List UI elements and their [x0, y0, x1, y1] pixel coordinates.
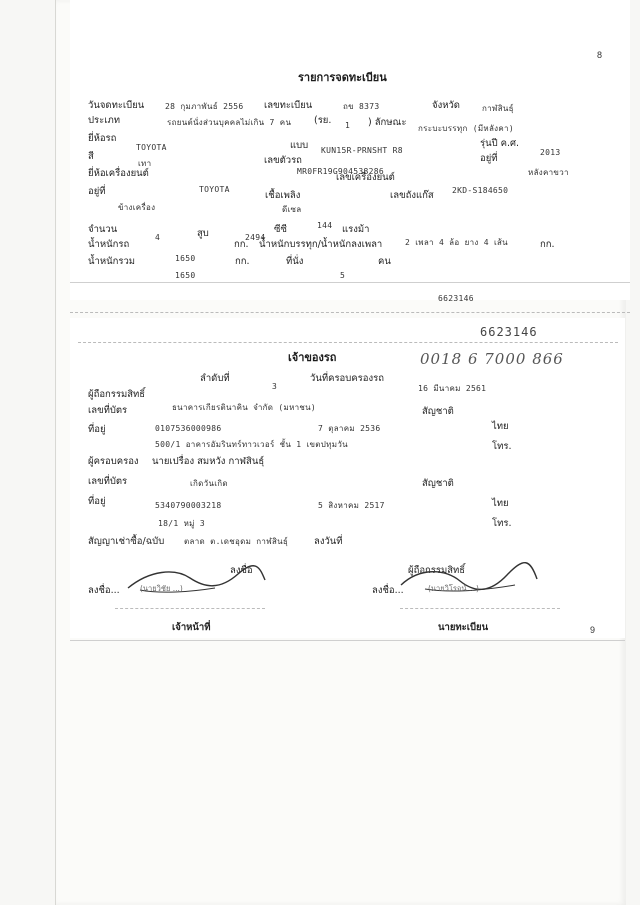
- nation-label: สัญชาติ: [422, 406, 454, 417]
- brand-value: TOYOTA: [136, 143, 167, 152]
- engine-no-value: 2KD-S184650: [452, 186, 509, 195]
- brand-label: ยี่ห้อรถ: [88, 133, 117, 144]
- id-date: 7 ตุลาคม 2536: [318, 424, 381, 433]
- weight-unit: กก.: [234, 239, 249, 250]
- model-value: KUN15R-PRNSHT R8: [321, 146, 403, 155]
- fuel-label: เชื้อเพลิง: [265, 190, 301, 201]
- hp-value: 144: [317, 221, 333, 230]
- serial-number: 6623146: [438, 294, 474, 303]
- year-label: รุ่นปี ค.ศ.: [480, 138, 520, 149]
- owner-address: 500/1 อาคารอัมรินทร์ทาวเวอร์ ชั้น 1 เขตปทุมวัน: [155, 440, 348, 449]
- possession-date: 16 มีนาคม 2561: [418, 384, 487, 393]
- id2-label: เลขที่บัตร: [88, 476, 128, 487]
- cylinders-value: 4: [155, 233, 161, 242]
- province-label: จังหวัด: [432, 100, 460, 111]
- officer-role: เจ้าหน้าที่: [172, 622, 211, 633]
- serial-top: 6623146: [480, 325, 538, 339]
- tel-label: โทร.: [492, 441, 512, 452]
- cc-value: 2494: [245, 233, 266, 242]
- weight-label: น้ำหนักรถ: [88, 239, 130, 250]
- nation2-value: ไทย: [492, 498, 509, 509]
- chassis-value: MR0FR19G904538286: [297, 167, 384, 176]
- divider-line: [70, 282, 630, 283]
- reg-date: 28 กุมภาพันธ์ 2556: [165, 102, 244, 111]
- officer-sign-line: [115, 608, 265, 609]
- weight-value: 1650: [175, 254, 196, 263]
- gross-unit: กก.: [235, 256, 250, 267]
- officer-signature: [120, 560, 270, 600]
- rs-label: (รย.: [314, 115, 332, 126]
- nation-value: ไทย: [492, 421, 509, 432]
- province-value: กาฬสินธุ์: [482, 104, 514, 113]
- style-value: กระบะบรรทุก (มีหลังคา): [418, 124, 514, 133]
- registrar-role: นายทะเบียน: [438, 622, 489, 633]
- owner-sign-label: ผู้ถือกรรมสิทธิ์: [408, 565, 466, 576]
- load-value: 2 เพลา 4 ล้อ ยาง 4 เส้น: [405, 238, 508, 247]
- chassis-label: เลขตัวรถ: [264, 155, 302, 166]
- order-value: 3: [272, 382, 278, 391]
- gross-value: 1650: [175, 271, 196, 280]
- contract-date-label: ลงวันที่: [314, 536, 343, 547]
- cylinders-label: จำนวน: [88, 224, 118, 235]
- model-label: แบบ: [290, 140, 309, 151]
- rs-value: 1: [345, 121, 351, 130]
- sign-label-left: ลงชื่อ...: [88, 585, 120, 596]
- registration-title: รายการจดทะเบียน: [298, 71, 387, 84]
- type-value: รถยนต์นั่งส่วนบุคคลไม่เกิน 7 คน: [167, 118, 292, 127]
- at2-value: ข้างเครื่อง: [118, 203, 156, 212]
- cylinders-unit: สูบ: [197, 228, 209, 239]
- at-value: หลังคาขวา: [528, 168, 569, 177]
- page-number-8: 8: [597, 50, 603, 60]
- nation2-label: สัญชาติ: [422, 478, 454, 489]
- plate-number: ถข 8373: [343, 102, 380, 111]
- holder-name: นายเปรื่อง สมหวัง กาฬสินธุ์: [152, 456, 265, 467]
- seat-label: ที่นั่ง: [286, 256, 304, 267]
- seats-value: 5: [340, 271, 346, 280]
- color-label: สี: [88, 151, 94, 162]
- style-label: ) ลักษณะ: [368, 117, 407, 128]
- page-number-9: 9: [590, 625, 596, 635]
- possession-date-label: วันที่ครอบครองรถ: [310, 373, 384, 384]
- seat-unit: คน: [378, 256, 391, 267]
- year-value: 2013: [540, 148, 561, 157]
- owner-name: ธนาคารเกียรตินาคิน จำกัด (มหาชน): [172, 403, 317, 412]
- engine-brand-value: TOYOTA: [199, 185, 230, 194]
- contract-label: สัญญาเช่าซื้อ/ฉบับ: [88, 536, 165, 547]
- gross-label: น้ำหนักรวม: [88, 256, 136, 267]
- cc-label: ซีซี: [274, 224, 287, 235]
- plate-label: เลขทะเบียน: [264, 100, 313, 111]
- color-value: เทา: [138, 159, 152, 168]
- reg-date-label: วันจดทะเบียน: [88, 100, 145, 111]
- birth-date: 5 สิงหาคม 2517: [318, 501, 385, 510]
- order-label: ลำดับที่: [200, 373, 230, 384]
- perforation-line: [70, 312, 630, 313]
- address-label: ที่อยู่: [88, 424, 106, 435]
- handwritten-number: 0018 6 7000 866: [420, 350, 564, 368]
- registrar-caption: (นายวิโรจน์ ...): [428, 584, 479, 593]
- sign-label-right: ลงชื่อ...: [372, 585, 404, 596]
- hp-label: แรงม้า: [342, 224, 370, 235]
- load-unit: กก.: [540, 239, 555, 250]
- owner-label: ผู้ถือกรรมสิทธิ์: [88, 389, 146, 400]
- contract-value: ตลาด ต.เดชอุดม กาฬสินธุ์: [184, 537, 289, 546]
- birth-label: เกิดวันเกิด: [190, 479, 228, 488]
- id-label: เลขที่บัตร: [88, 405, 128, 416]
- registrar-sign-line: [400, 608, 560, 609]
- bottom-edge: [70, 640, 625, 641]
- id2-number: 5340790003218: [155, 501, 222, 510]
- type-label: ประเภท: [88, 115, 121, 126]
- tank-label: เลขถังแก๊ส: [390, 190, 434, 201]
- officer-caption: (นายวิชัย ...): [140, 584, 183, 593]
- engine-no-label: เลขเครื่องยนต์: [336, 172, 395, 183]
- at-label: อยู่ที่: [480, 153, 498, 164]
- owner-title: เจ้าของรถ: [288, 351, 337, 364]
- id-number: 0107536000986: [155, 424, 222, 433]
- holder-address: 18/1 หมู่ 3: [158, 519, 205, 528]
- officer-sign-label: ลงชื่อ: [230, 565, 253, 576]
- engine-brand-label: ยี่ห้อเครื่องยนต์: [88, 168, 149, 179]
- at2-label: อยู่ที่: [88, 186, 106, 197]
- fuel-value: ดีเซล: [282, 205, 302, 214]
- top-dash-line: [78, 342, 618, 343]
- tel2-label: โทร.: [492, 518, 512, 529]
- address2-label: ที่อยู่: [88, 496, 106, 507]
- load-label: น้ำหนักบรรทุก/น้ำหนักลงเพลา: [259, 239, 383, 250]
- holder-label: ผู้ครอบครอง: [88, 456, 139, 467]
